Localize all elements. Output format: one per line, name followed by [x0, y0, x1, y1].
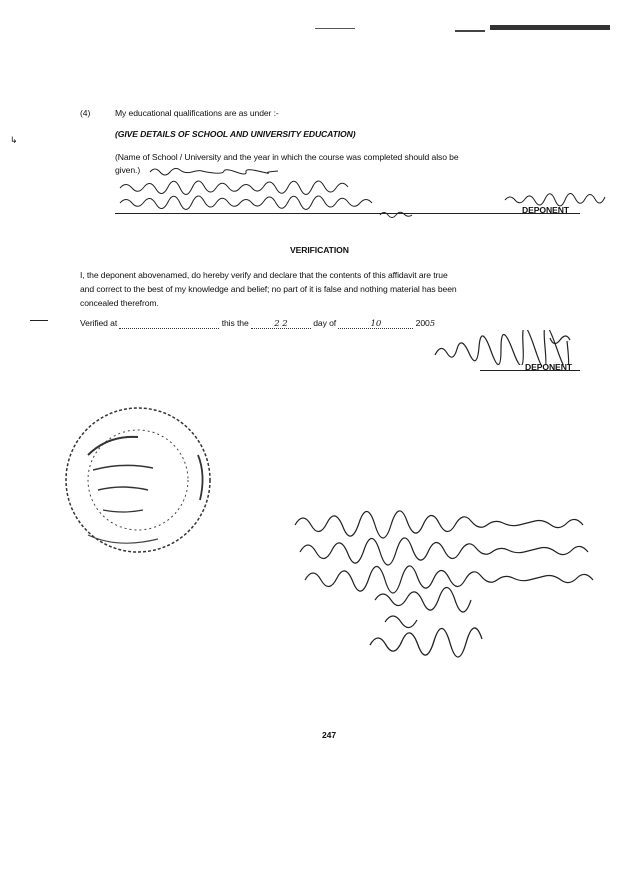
verified-at-label: Verified at [80, 318, 118, 328]
year-value: 5 [429, 319, 436, 329]
deponent-line-1 [115, 213, 580, 214]
day-field [251, 318, 311, 329]
margin-dash [30, 320, 48, 321]
month-value: 10 [370, 319, 382, 329]
header-stamp-mark [315, 28, 355, 29]
year-prefix: 200 [415, 318, 430, 328]
verified-at-row [80, 318, 435, 329]
section-number: (4) [80, 108, 91, 118]
month-field [338, 318, 413, 329]
place-field [119, 318, 219, 329]
deponent-signature [430, 330, 590, 365]
deponent-label-1: DEPONENT [522, 205, 569, 215]
verification-title: VERIFICATION [290, 245, 349, 255]
verification-line-2: and correct to the best of my knowledge and belief; no part of it is false and nothing material has been [80, 284, 457, 294]
section-intro: My educational qualifications are as under :- [115, 108, 279, 118]
page-number: 247 [322, 730, 337, 740]
notary-endorsement [285, 500, 635, 660]
deponent-label-2: DEPONENT [525, 362, 572, 372]
day-label: day of [313, 318, 337, 328]
day-value: 2 2 [274, 319, 288, 329]
this-the-label: this the [221, 318, 249, 328]
header-stamp-mark [490, 25, 610, 30]
verification-line-1: I, the deponent abovenamed, do hereby verify and declare that the contents of this affidavit are true [80, 270, 448, 280]
instruction-line-2: given.) [115, 165, 141, 175]
verification-line-3: concealed therefrom. [80, 298, 159, 308]
instruction-line-1: (Name of School / University and the year in which the course was completed should also be [115, 152, 459, 162]
section-sub-heading: (GIVE DETAILS OF SCHOOL AND UNIVERSITY EDUCATION) [115, 129, 356, 139]
notary-seal [58, 395, 218, 565]
margin-mark: ↳ [10, 135, 18, 145]
header-stamp-mark [455, 30, 485, 32]
